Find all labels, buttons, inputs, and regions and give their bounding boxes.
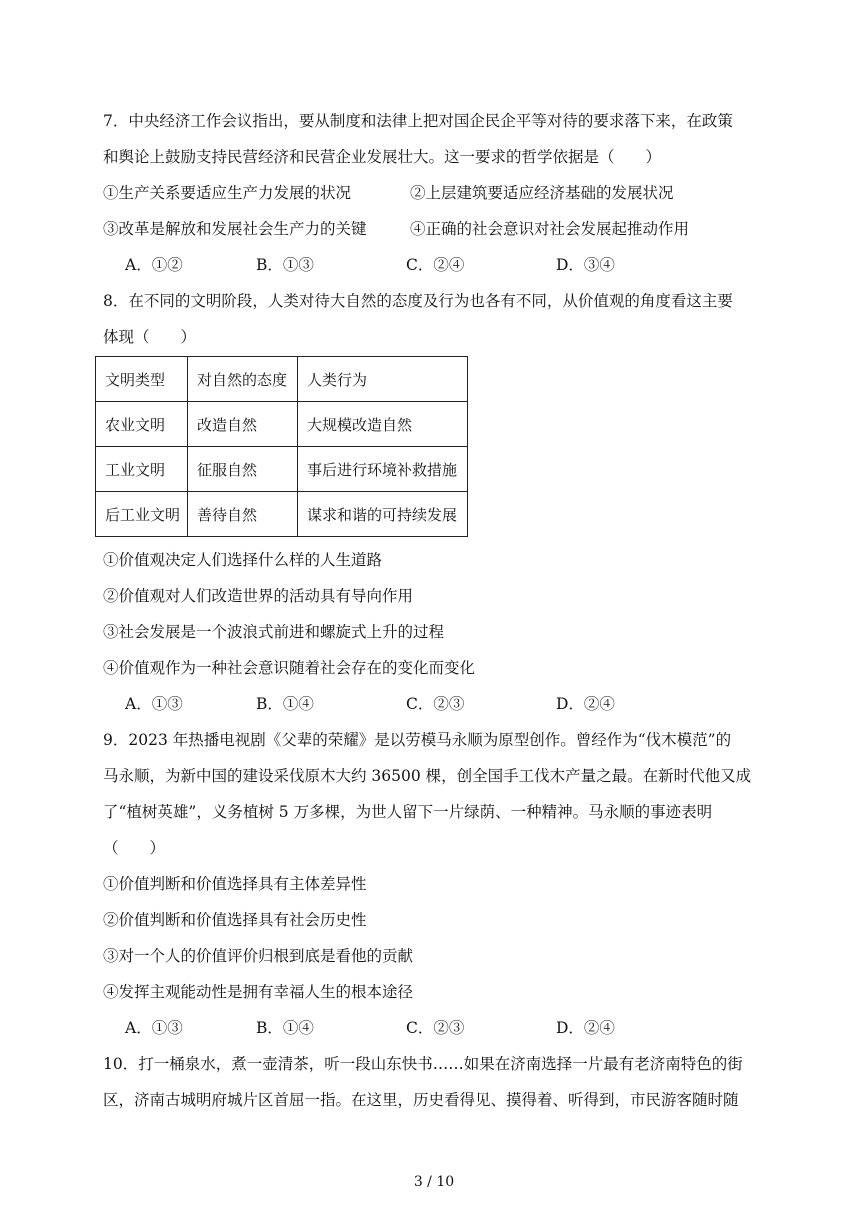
q9-stem-line-1: 9．2023 年热播电视剧《父辈的荣耀》是以劳模马永顺为原型创作。曾经作为“伐木模范”的 — [103, 731, 732, 749]
q9-option-b[interactable]: B．①④ — [256, 1019, 314, 1037]
q7-statement-3: ③改革是解放和发展社会生产力的关键 — [103, 220, 367, 238]
table-header-cell: 文明类型 — [96, 357, 188, 402]
table-cell: 后工业文明 — [96, 492, 188, 537]
q8-option-a[interactable]: A．①③ — [125, 695, 183, 713]
page-number: 3 / 10 — [413, 1174, 455, 1190]
table-cell: 大规模改造自然 — [298, 402, 468, 447]
q9-statement-3: ③对一个人的价值评价归根到底是看他的贡献 — [103, 947, 414, 965]
q7-option-d[interactable]: D．③④ — [556, 256, 615, 274]
q9-option-d[interactable]: D．②④ — [556, 1019, 615, 1037]
table-cell: 工业文明 — [96, 447, 188, 492]
table-cell: 善待自然 — [188, 492, 298, 537]
q7-statement-2: ②上层建筑要适应经济基础的发展状况 — [410, 184, 674, 202]
table-cell: 事后进行环境补救措施 — [298, 447, 468, 492]
q7-option-b[interactable]: B．①③ — [256, 256, 314, 274]
q7-option-c[interactable]: C．②④ — [406, 256, 465, 274]
q8-option-b[interactable]: B．①④ — [256, 695, 314, 713]
q8-statement-3: ③社会发展是一个波浪式前进和螺旋式上升的过程 — [103, 623, 445, 641]
table-row — [96, 402, 468, 447]
q9-statement-4: ④发挥主观能动性是拥有幸福人生的根本途径 — [103, 983, 414, 1001]
q10-stem-line-1: 10．打一桶泉水，煮一壶清茶，听一段山东快书……如果在济南选择一片最有老济南特色的街 — [103, 1055, 743, 1073]
q8-stem-line-2: 体现（ ） — [103, 328, 197, 346]
table-header-row — [96, 357, 468, 402]
table-row — [96, 447, 468, 492]
table-header-cell: 人类行为 — [298, 357, 468, 402]
q9-stem-line-3: 了“植树英雄”，义务植树 5 万多棵，为世人留下一片绿荫、一种精神。马永顺的事迹表明 — [103, 803, 713, 821]
q9-statement-2: ②价值判断和价值选择具有社会历史性 — [103, 911, 367, 929]
q7-statement-1: ①生产关系要适应生产力发展的状况 — [103, 184, 352, 202]
q9-statement-1: ①价值判断和价值选择具有主体差异性 — [103, 875, 367, 893]
q8-statement-1: ①价值观决定人们选择什么样的人生道路 — [103, 551, 383, 569]
civilization-table — [95, 356, 468, 537]
q9-option-a[interactable]: A．①③ — [125, 1019, 183, 1037]
q7-stem-line-2: 和舆论上鼓励支持民营经济和民营企业发展壮大。这一要求的哲学依据是（ ） — [103, 148, 662, 166]
table-header-cell: 对自然的态度 — [188, 357, 298, 402]
q8-option-c[interactable]: C．②③ — [406, 695, 465, 713]
table-cell: 谋求和谐的可持续发展 — [298, 492, 468, 537]
q7-stem-line-1: 7．中央经济工作会议指出，要从制度和法律上把对国企民企平等对待的要求落下来，在政策 — [103, 112, 733, 130]
q8-stem-line-1: 8．在不同的文明阶段，人类对待大自然的态度及行为也各有不同，从价值观的角度看这主要 — [103, 292, 733, 310]
q10-stem-line-2: 区，济南古城明府城片区首屈一指。在这里，历史看得见、摸得着、听得到，市民游客随时随 — [103, 1091, 739, 1109]
table-cell: 征服自然 — [188, 447, 298, 492]
q8-statement-2: ②价值观对人们改造世界的活动具有导向作用 — [103, 587, 414, 605]
table-row — [96, 492, 468, 537]
table-cell: 农业文明 — [96, 402, 188, 447]
q8-statement-4: ④价值观作为一种社会意识随着社会存在的变化而变化 — [103, 659, 476, 677]
q7-statement-4: ④正确的社会意识对社会发展起推动作用 — [410, 220, 690, 238]
q9-stem-line-2: 马永顺，为新中国的建设采伐原木大约 36500 棵，创全国手工伐木产量之最。在新时代他又成 — [103, 767, 752, 785]
q9-stem-line-4: （ ） — [103, 839, 166, 857]
q9-option-c[interactable]: C．②③ — [406, 1019, 465, 1037]
q7-option-a[interactable]: A．①② — [125, 256, 183, 274]
table-cell: 改造自然 — [188, 402, 298, 447]
q8-option-d[interactable]: D．②④ — [556, 695, 615, 713]
